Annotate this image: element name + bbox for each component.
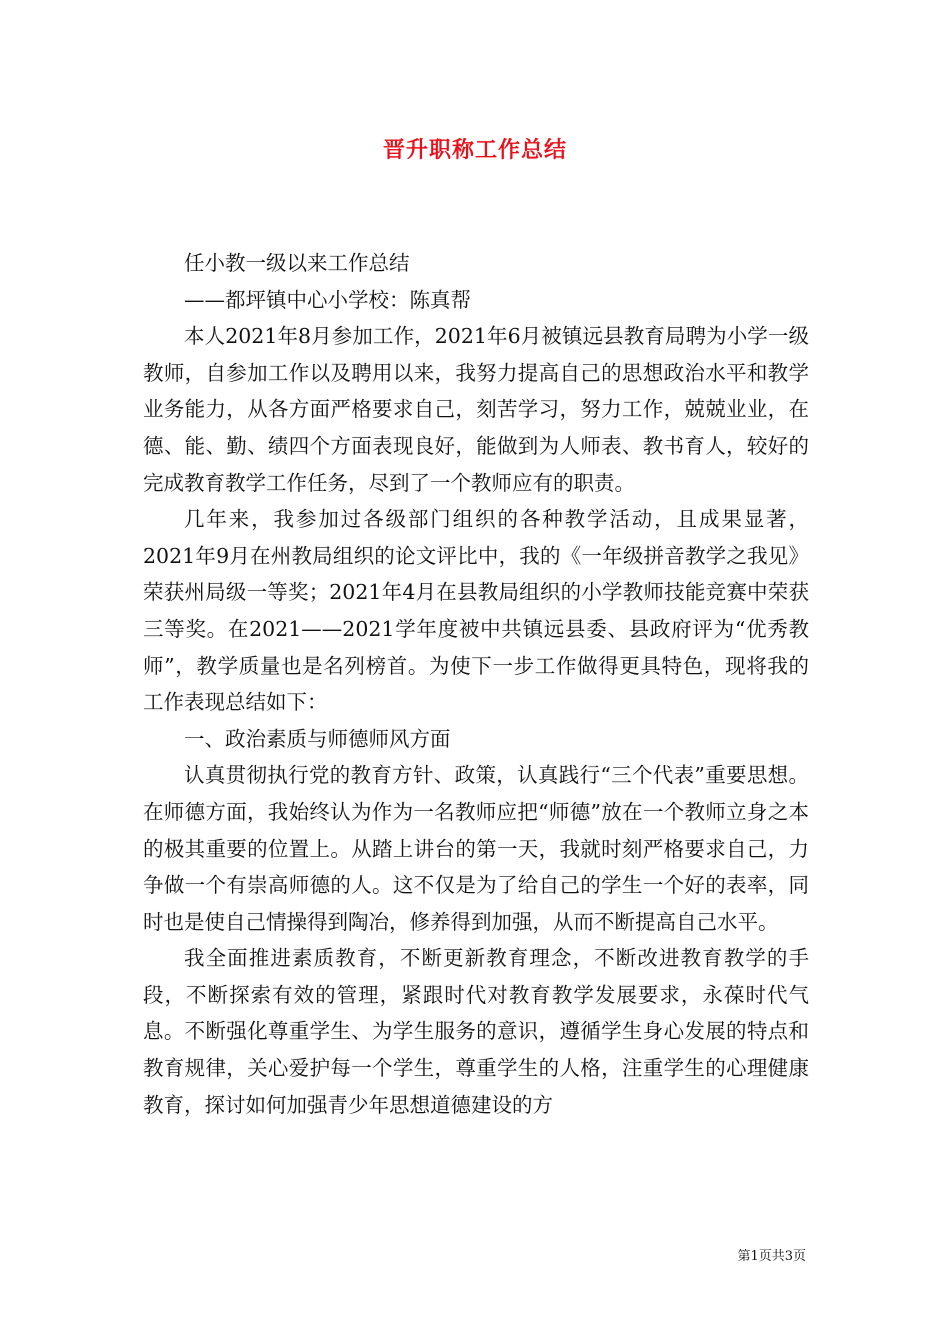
- body-paragraph: 本人2021年8月参加工作，2021年6月被镇远县教育局聘为小学一级教师，自参加工作以及聘用以来，我努力提高自己的思想政治水平和教学业务能力，从各方面严格要求自己，刻苦学习，努力工作，兢兢业业，在德、能、勤、绩四个方面表现良好，能做到为人师表、教书育人，较好的完成教育教学工作任务，尽到了一个教师应有的职责。: [143, 324, 809, 495]
- heading-line: 任小教一级以来工作总结: [184, 251, 410, 275]
- body-paragraph: 我全面推进素质教育，不断更新教育理念，不断改进教育教学的手段，不断探索有效的管理，紧跟时代对教育教学发展要求，永葆时代气息。不断强化尊重学生、为学生服务的意识，遵循学生身心发展的特点和教育规律，关心爱护每一个学生，尊重学生的人格，注重学生的心理健康教育，探讨如何加强青少年思想道德建设的方: [143, 946, 809, 1117]
- author-line: ——都坪镇中心小学校：陈真帮: [184, 287, 471, 312]
- document-body: [143, 245, 809, 1123]
- section-heading: 一、政治素质与师德师风方面: [184, 726, 451, 751]
- body-paragraph: 几年来，我参加过各级部门组织的各种教学活动，且成果显著，2021年9月在州教局组织的论文评比中，我的《一年级拼音教学之我见》荣获州局级一等奖；2021年4月在县教局组织的小学教师技能竞赛中荣获三等奖。在2021——2021学年度被中共镇远县委、县政府评为“优秀教师”，教学质量也是名列榜首。为使下一步工作做得更具特色，现将我的工作表现总结如下：: [143, 507, 809, 715]
- body-paragraph: 认真贯彻执行党的教育方针、政策，认真践行“三个代表”重要思想。在师德方面，我始终认为作为一名教师应把“师德”放在一个教师立身之本的极其重要的位置上。从踏上讲台的第一天，我就时刻严格要求自己，力争做一个有崇高师德的人。这不仅是为了给自己的学生一个好的表率，同时也是使自己情操得到陶冶，修养得到加强，从而不断提高自己水平。: [143, 763, 809, 934]
- page-number: 第1页共3页: [737, 1249, 806, 1264]
- document-title: 晋升职称工作总结: [382, 137, 567, 163]
